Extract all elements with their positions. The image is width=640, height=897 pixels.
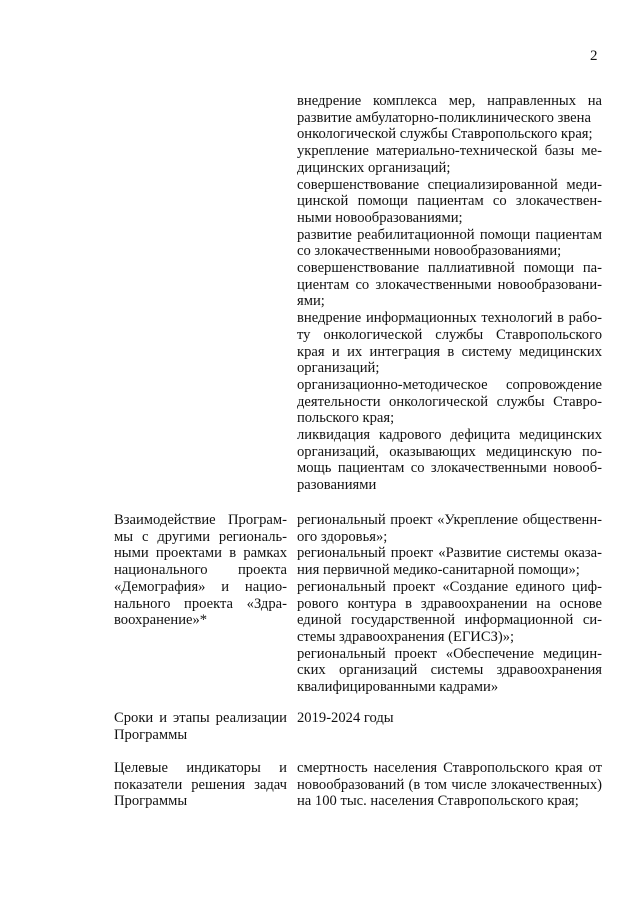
row-indicators-label: [114, 760, 287, 810]
text-line: показатели решения задач: [114, 776, 287, 793]
text-line: польского края;: [297, 410, 395, 427]
text-line: воохранение»*: [114, 612, 208, 629]
text-line: Сроки и этапы реализации: [114, 710, 287, 726]
text-line: ния первичной медико-санитарной помощи»;: [297, 562, 580, 579]
text-line: ликвидация кадрового дефицита медицинских: [297, 427, 602, 444]
text-line: организаций;: [297, 360, 380, 377]
text-line: Программы: [114, 726, 188, 743]
text-line: ными новообразованиями;: [297, 209, 463, 226]
row-timeline-label: [114, 710, 287, 743]
text-line: разованиями: [297, 477, 377, 494]
text-line: рового контура в здравоохранении на основе: [297, 595, 602, 612]
text-line: Целевые индикаторы и: [114, 760, 287, 776]
row-interaction-label: [114, 512, 287, 629]
text-line: единой государственной информационной си-: [297, 612, 602, 629]
text-line: совершенствование специализированной меди-: [297, 176, 602, 193]
text-line: 2019-2024 годы: [297, 710, 394, 726]
text-line: организаций, оказывающих медицинскую по-: [297, 443, 602, 460]
text-line: стемы здравоохранения (ЕГИСЗ)»;: [297, 628, 515, 645]
text-line: края и их интеграция в систему медицинских: [297, 343, 602, 360]
text-line: организационно-методическое сопровождение: [297, 376, 602, 393]
text-line: циентам со злокачественными новообразовани-: [297, 276, 602, 293]
text-line: ту онкологической службы Ставропольского: [297, 326, 602, 343]
text-line: нального проекта «Здра-: [114, 595, 287, 612]
text-line: Программы: [114, 793, 188, 810]
text-line: национального проекта: [114, 562, 287, 579]
text-line: со злокачественными новообразованиями;: [297, 243, 562, 260]
text-line: мощь пациентам со злокачественными новооб-: [297, 460, 602, 477]
text-line: мы с другими региональ-: [114, 528, 287, 545]
text-line: региональный проект «Развитие системы оказа-: [297, 545, 602, 562]
text-line: укрепление материально-технической базы ме-: [297, 143, 602, 160]
text-line: квалифицированными кадрами»: [297, 679, 499, 696]
row-timeline-value: [297, 710, 602, 727]
text-line: дицинских организаций;: [297, 159, 451, 176]
text-line: ями;: [297, 293, 325, 310]
text-line: цинской помощи пациентам со злокачествен-: [297, 193, 602, 210]
text-line: на 100 тыс. населения Ставропольского края;: [297, 793, 579, 810]
row-indicators-value: [297, 760, 602, 810]
text-line: ными проектами в рамках: [114, 545, 287, 562]
text-line: совершенствование паллиативной помощи па-: [297, 260, 602, 277]
text-line: онкологической службы Ставропольского края;: [297, 126, 593, 143]
text-line: ских организаций системы здравоохранения: [297, 662, 602, 679]
page-number: 2: [590, 48, 598, 64]
text-line: развитие реабилитационной помощи пациентам: [297, 226, 602, 243]
text-line: региональный проект «Создание единого циф-: [297, 578, 602, 595]
text-line: региональный проект «Укрепление общественн-: [297, 512, 602, 528]
text-line: Взаимодействие Програм-: [114, 512, 287, 528]
text-line: деятельности онкологической службы Ставро-: [297, 393, 602, 410]
tasks-continuation: [297, 93, 602, 494]
row-interaction-value: [297, 512, 602, 696]
text-line: развитие амбулаторно-поликлинического звена: [297, 109, 591, 126]
text-line: региональный проект «Обеспечение медицин-: [297, 645, 602, 662]
text-line: внедрение информационных технологий в рабо-: [297, 310, 602, 327]
text-line: ого здоровья»;: [297, 528, 388, 545]
text-line: смертность населения Ставропольского края от: [297, 760, 602, 776]
text-line: внедрение комплекса мер, направленных на: [297, 93, 602, 109]
text-line: новообразований (в том числе злокачественных): [297, 776, 602, 793]
text-line: «Демография» и нацио-: [114, 578, 287, 595]
